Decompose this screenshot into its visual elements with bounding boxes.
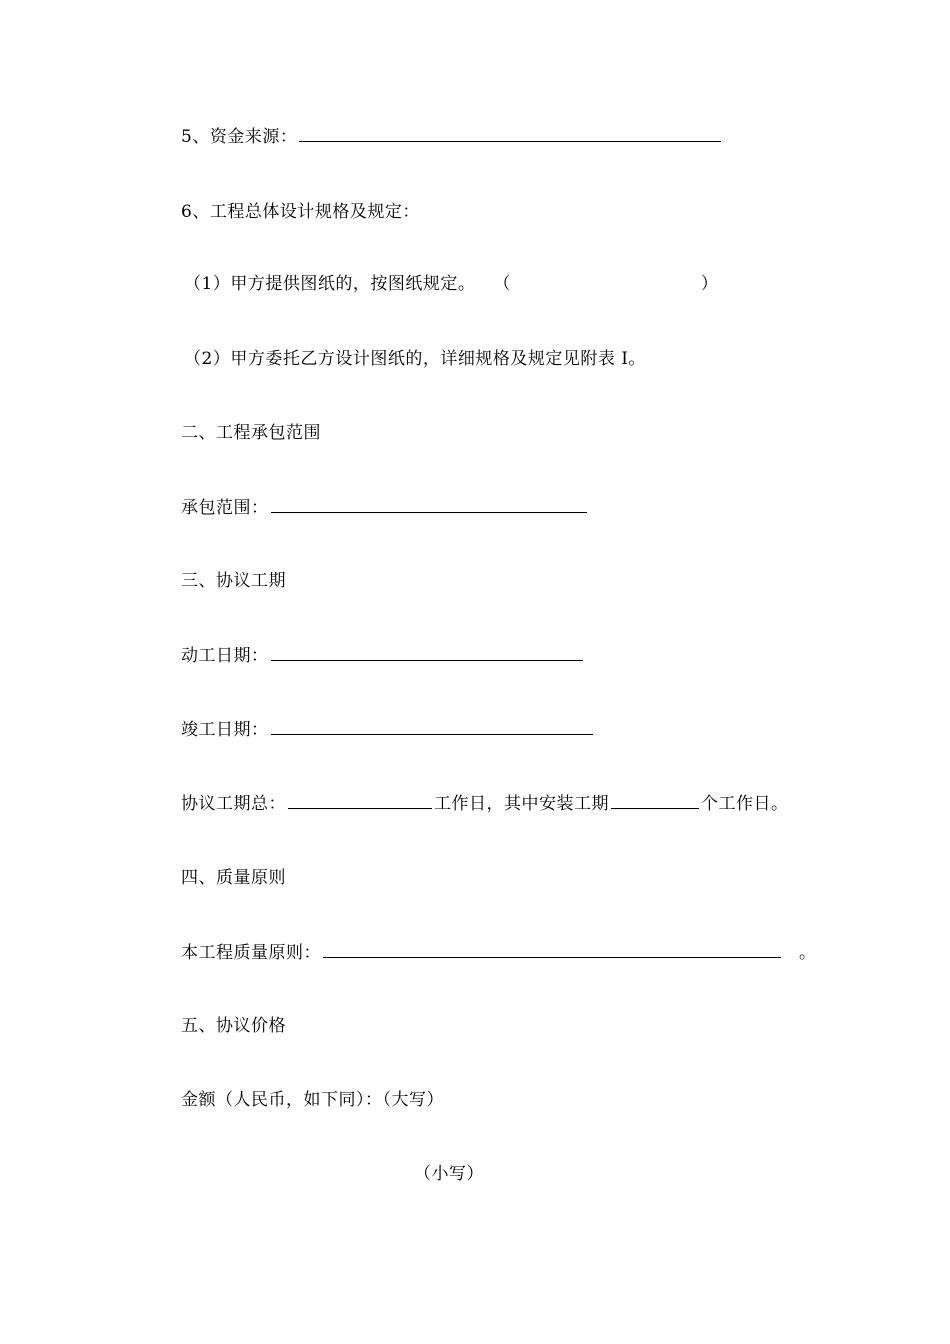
spec-item-2: （2）甲方委托乙方设计图纸的，详细规格及规定见附表 I。 [184,349,646,369]
completion-date-blank[interactable] [271,720,593,735]
quality-label: 本工程质量原则： [181,943,321,963]
quality-blank[interactable] [323,943,781,958]
funding-source-label: 5、资金来源： [181,127,298,147]
install-period-blank[interactable] [611,794,699,809]
period-heading: 三、协议工期 [181,571,286,591]
scope-line [181,497,589,519]
spec-item-1 [184,273,718,295]
period-workdays-end: 个工作日。 [701,794,789,814]
amount-line [181,1089,444,1111]
scope-heading: 二、工程承包范围 [181,423,321,443]
price-heading: 五、协议价格 [181,1016,286,1036]
amount-lowercase-label: （小写） [414,1164,484,1184]
period-total-line [181,793,789,815]
funding-source-blank[interactable] [299,127,721,142]
scope-blank[interactable] [271,498,587,513]
completion-date-label: 竣工日期： [181,720,269,740]
quality-heading: 四、质量原则 [181,868,286,888]
start-date-line [181,645,585,667]
spec-item-1-paren-open: （ [493,274,511,294]
start-date-label: 动工日期： [181,646,269,666]
funding-source-line [181,126,723,148]
quality-end: 。 [799,943,817,963]
spec-item-1-paren-close: ） [700,274,719,294]
start-date-blank[interactable] [271,646,583,661]
period-total-label: 协议工期总： [181,794,286,814]
scope-label: 承包范围： [181,498,269,518]
period-total-blank[interactable] [288,794,432,809]
quality-line [181,942,817,964]
period-workdays-text: 工作日，其中安装工期 [434,794,609,814]
spec-item-1-text: （1）甲方提供图纸的，按图纸规定。 [184,274,476,294]
design-spec-heading: 6、工程总体设计规格及规定： [181,202,420,222]
completion-date-line [181,719,595,741]
amount-label: 金额（人民币，如下同）：（大写） [181,1090,444,1110]
